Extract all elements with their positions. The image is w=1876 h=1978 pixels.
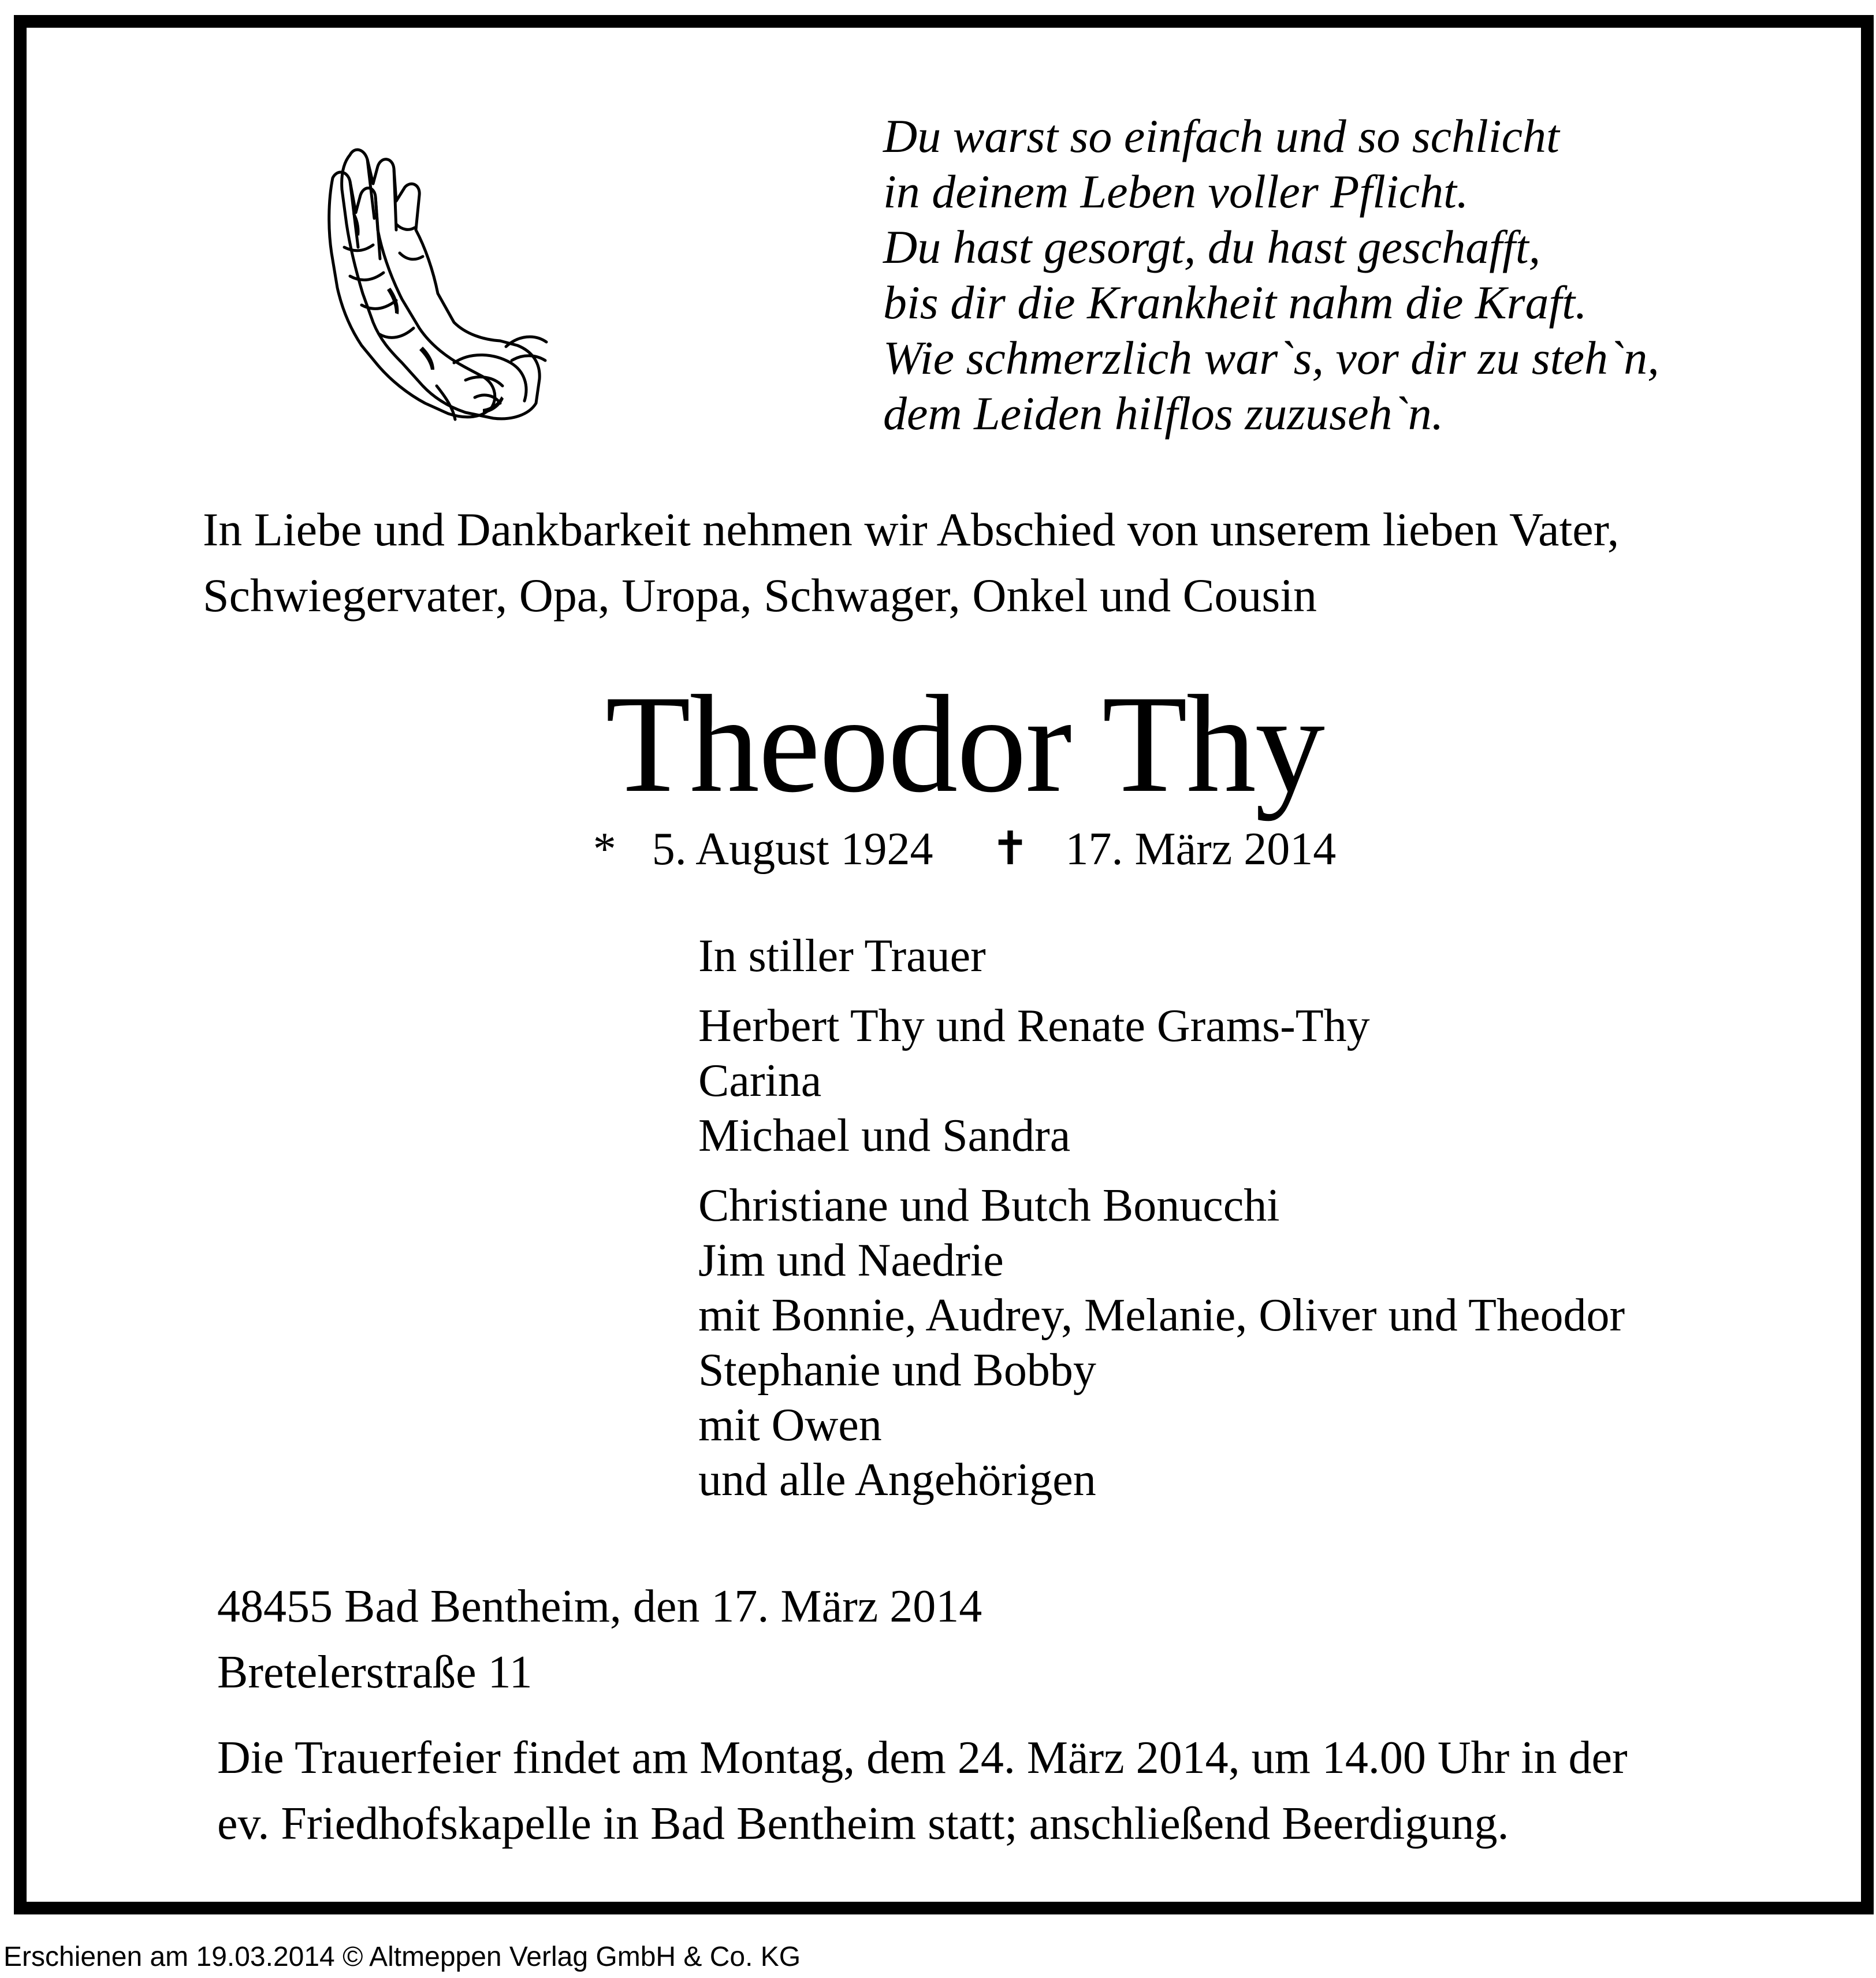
- address-line: Bretelerstraße 11: [217, 1647, 533, 1698]
- poem-line: bis dir die Krankheit nahm die Kraft.: [883, 276, 1587, 329]
- obituary-frame: [14, 15, 1874, 1914]
- mourner-line: Stephanie und Bobby: [698, 1345, 1096, 1396]
- intro-line: In Liebe und Dankbarkeit nehmen wir Abschied von unserem lieben Vater,: [203, 503, 1620, 556]
- farewell-intro: [203, 497, 1820, 629]
- praying-hands-icon: [310, 132, 552, 432]
- poem-line: Du hast gesorgt, du hast geschafft,: [883, 221, 1541, 273]
- birth-date: 5. August 1924: [652, 824, 933, 875]
- mourner-line: mit Owen: [698, 1400, 882, 1451]
- mourner-line: und alle Angehörigen: [698, 1455, 1096, 1505]
- deceased-name: Theodor Thy: [605, 667, 1324, 821]
- mourners-heading: In stiller Trauer: [698, 931, 986, 981]
- poem-line: in deinem Leben voller Pflicht.: [883, 165, 1469, 218]
- poem-line: Wie schmerzlich war`s, vor dir zu steh`n,: [883, 332, 1659, 384]
- poem-line: Du warst so einfach und so schlicht: [883, 110, 1559, 162]
- life-dates: [27, 820, 1876, 878]
- intro-line: Schwiegervater, Opa, Uropa, Schwager, Onkel und Cousin: [203, 569, 1317, 622]
- mourner-line: mit Bonnie, Audrey, Melanie, Oliver und Theodor: [698, 1290, 1625, 1341]
- poem-line: dem Leiden hilflos zuzuseh`n.: [883, 387, 1444, 440]
- mourners-list: [698, 929, 1796, 1508]
- death-date: 17. März 2014: [1065, 824, 1337, 875]
- mourner-line: Michael und Sandra: [698, 1110, 1071, 1161]
- address-line: 48455 Bad Bentheim, den 17. März 2014: [217, 1581, 982, 1632]
- birth-star-icon: *: [593, 824, 616, 875]
- service-line: Die Trauerfeier findet am Montag, dem 24. März 2014, um 14.00 Uhr in der: [217, 1732, 1628, 1783]
- mourner-line: Carina: [698, 1055, 822, 1106]
- service-line: ev. Friedhofskapelle in Bad Bentheim statt; anschließend Beerdigung.: [217, 1798, 1509, 1849]
- publication-footer: Erschienen am 19.03.2014 © Altmeppen Verlag GmbH & Co. KG: [3, 1942, 801, 1972]
- mourner-line: Herbert Thy und Renate Grams-Thy: [698, 1001, 1370, 1051]
- mourner-line: Jim und Naedrie: [698, 1235, 1004, 1286]
- memorial-poem: [883, 109, 1807, 441]
- funeral-service-notice: [217, 1725, 1834, 1857]
- mourning-address: [217, 1574, 1488, 1705]
- mourner-line: Christiane und Butch Bonucchi: [698, 1180, 1280, 1231]
- death-cross-icon: ✝: [991, 824, 1030, 875]
